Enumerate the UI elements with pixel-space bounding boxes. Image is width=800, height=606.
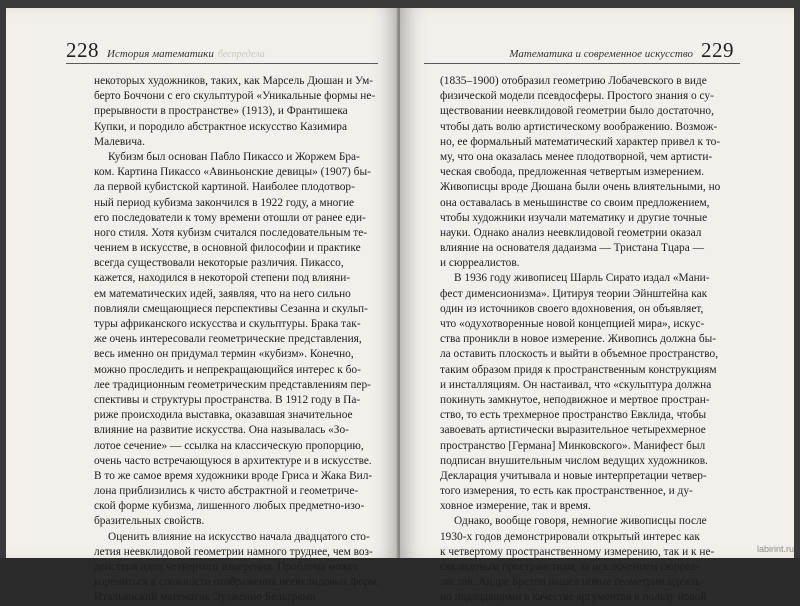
text-line: всегда существовали некоторые различия. Пикассо, bbox=[94, 257, 344, 270]
text-line: же очень интересовали геометрические представления, bbox=[94, 333, 362, 346]
text-line: ховное измерение, так и время. bbox=[440, 500, 591, 513]
text-line: берто Боччони с его скульптурой «Уникальные формы не- bbox=[94, 90, 376, 103]
text-line: некоторых художников, таких, как Марсель Дюшан и Ум- bbox=[94, 75, 374, 87]
text-line: лотое сечение» — ссылка на классическую пропорцию, bbox=[94, 439, 364, 452]
text-line: В 1936 году живописец Шарль Сирато издал «Мани- bbox=[454, 272, 710, 285]
text-line: ческая свобода, предложенная четвертым измерением. bbox=[440, 166, 705, 179]
text-line: бразительных свойств. bbox=[94, 515, 205, 528]
text-line: ного стиля. Хотя кубизм считался последовательным те- bbox=[94, 226, 368, 239]
right-page-header bbox=[509, 38, 734, 60]
text-line: спективы и структуры пространства. В 1912 году в Па- bbox=[94, 393, 361, 406]
text-line: завоевать артистически выразительное четырехмерное bbox=[440, 424, 706, 437]
text-line: Живописцы вроде Дюшана были очень влиятельными, но bbox=[440, 181, 721, 194]
text-line: ный период кубизма закончился в 1922 году, а многие bbox=[94, 196, 355, 209]
text-line: чтобы дать волю артистическому воображению. Возмож- bbox=[440, 120, 718, 133]
page-number: 229 bbox=[701, 38, 734, 62]
left-page-header bbox=[66, 38, 265, 60]
text-line: кажется, находился в некоторой степени под влияни- bbox=[94, 272, 351, 285]
text-line: влияние на основателя дадаизма — Тристана Тцара — bbox=[440, 242, 704, 255]
text-line: Итальянский математик Эудженио Бельтрами bbox=[94, 591, 316, 604]
running-title: Математика и современное искусство bbox=[509, 48, 693, 60]
text-line: Кубизм был основан Пабло Пикассо и Жоржем Бра- bbox=[108, 150, 360, 163]
text-line: ем математических идей, заявляя, что на него сильно bbox=[94, 287, 351, 300]
text-line: очень часто встречающуюся в архитектуре и в искусстве. bbox=[94, 454, 372, 467]
text-line: но подходящими в качестве аргументов в пользу новой bbox=[440, 591, 707, 604]
text-line: лона приблизились к чисто абстрактной и геометриче- bbox=[94, 485, 359, 498]
text-line: Оценить влияние на искусство начала двадцатого сто- bbox=[108, 530, 370, 543]
text-line: один из источников своего вдохновения, он объявляет, bbox=[440, 302, 704, 315]
text-line: Купки, и породило абстрактное искусство Казимира bbox=[94, 120, 348, 133]
header-rule bbox=[424, 63, 740, 64]
text-line: лее традиционным геометрическим представлениям пер- bbox=[94, 378, 371, 391]
text-line: фест дименсионизма». Цитируя теории Эйнштейна как bbox=[440, 287, 708, 300]
text-line: действия идеи четвертого измерения. Проблема может bbox=[94, 561, 359, 573]
text-line: весь именно он придумал термин «кубизм». Конечно, bbox=[94, 348, 354, 361]
text-line: чтобы художники изучали математику и другие точные bbox=[440, 211, 708, 224]
text-line: к четвертому пространственному измерению, так и к не- bbox=[440, 545, 715, 558]
watermark-logo: labirint.ru bbox=[756, 544, 794, 554]
text-line: ство, то есть трехмерное пространство Евклида, чтобы bbox=[440, 409, 707, 422]
text-line: прерывности в пространстве» (1913), и Франтишека bbox=[94, 105, 348, 118]
text-line: ком. Картина Пикассо «Авиньонские девицы» (1907) бы- bbox=[94, 166, 371, 179]
text-line: летия неевклидовой геометрии намного труднее, чем воз- bbox=[94, 545, 373, 558]
text-line: покинуть замкнутое, неподвижное и мертвое простран- bbox=[440, 393, 710, 406]
text-line: повлияли смещающиеся перспективы Сезанна и скульп- bbox=[94, 302, 368, 315]
text-line: что «одухотворенные новой концепцией мира», искус- bbox=[440, 318, 705, 330]
header-rule bbox=[66, 63, 378, 64]
text-line: ской форме кубизма, лишенного любых предметно-изо- bbox=[94, 500, 365, 513]
page-body-text bbox=[94, 74, 380, 606]
text-line: пространство [Германа] Минковского». Манифест был bbox=[440, 439, 706, 452]
text-line: ла оставить плоскость и выйти в объемное пространство, bbox=[440, 348, 719, 361]
running-title: История математики bbox=[107, 48, 214, 60]
text-line: науки. Однако анализ неевклидовой геометрии оказал bbox=[440, 226, 702, 239]
text-line: евклидовым пространствам, за исключением сюрреа- bbox=[440, 561, 700, 573]
text-line: Однако, вообще говоря, немногие живописцы после bbox=[454, 515, 707, 528]
text-line: туры африканского искусства и скульптуры. Брака так- bbox=[94, 318, 361, 330]
text-line: (1835–1900) отобразил геометрию Лобачевского в виде bbox=[440, 75, 707, 87]
text-line: влияние на развитие искусства. Она называлась «Зо- bbox=[94, 424, 349, 437]
text-line: она оставалась в меньшинстве со своим предложением, bbox=[440, 196, 710, 209]
text-line: ла первой кубистской картиной. Наиболее плодотвор- bbox=[94, 181, 355, 194]
text-line: 1930-х годов демонстрировали открытый интерес как bbox=[440, 530, 700, 543]
text-line: листов. Андре Бретон нашел новые геометрии идеаль- bbox=[440, 576, 705, 589]
text-line: его последователи к тому времени отошли от ранее еди- bbox=[94, 211, 366, 224]
text-line: подписан внушительным числом ведущих художников. bbox=[440, 454, 708, 467]
right-page bbox=[400, 8, 794, 604]
text-line: таким образом придя к пространственным конструкциям bbox=[440, 363, 717, 376]
text-line: того измерения, то есть как пространственное, и ду- bbox=[440, 485, 693, 498]
text-line: Малевича. bbox=[94, 135, 145, 148]
text-line: чением в искусстве, в основной философии и практике bbox=[94, 242, 361, 255]
text-line: му, что она оказалась менее плодотворной, чем артисти- bbox=[440, 150, 713, 163]
text-line: корениться в сложности отображения неевклидовых форм. bbox=[94, 576, 380, 589]
page-body-text bbox=[440, 74, 721, 606]
text-line: Декларация учитывала и новые интерпретации четвер- bbox=[440, 469, 707, 482]
page-number: 228 bbox=[66, 38, 99, 62]
text-line: физической модели псевдосферы. Простого знания о су- bbox=[440, 90, 714, 103]
text-line: ществовании неевклидовой геометрии было достаточно, bbox=[440, 105, 714, 118]
text-line: ства проникли в новое измерение. Живопись должна бы- bbox=[440, 333, 717, 346]
text-line: риже происходила выставка, оказавшая значительное bbox=[94, 409, 353, 422]
show-through-text: беспредела bbox=[217, 49, 265, 60]
left-page bbox=[6, 8, 398, 604]
text-line: В то же самое время художники вроде Гриса и Жака Вил- bbox=[94, 469, 373, 482]
text-line: и сюрреалистов. bbox=[440, 257, 520, 270]
text-line: и инсталляциям. Он настаивал, что «скульптура должна bbox=[440, 378, 712, 391]
text-line: можно проследить и непрекращающийся интерес к бо- bbox=[94, 363, 361, 376]
text-line: но, ее формальный математический характер привел к то- bbox=[440, 135, 721, 148]
